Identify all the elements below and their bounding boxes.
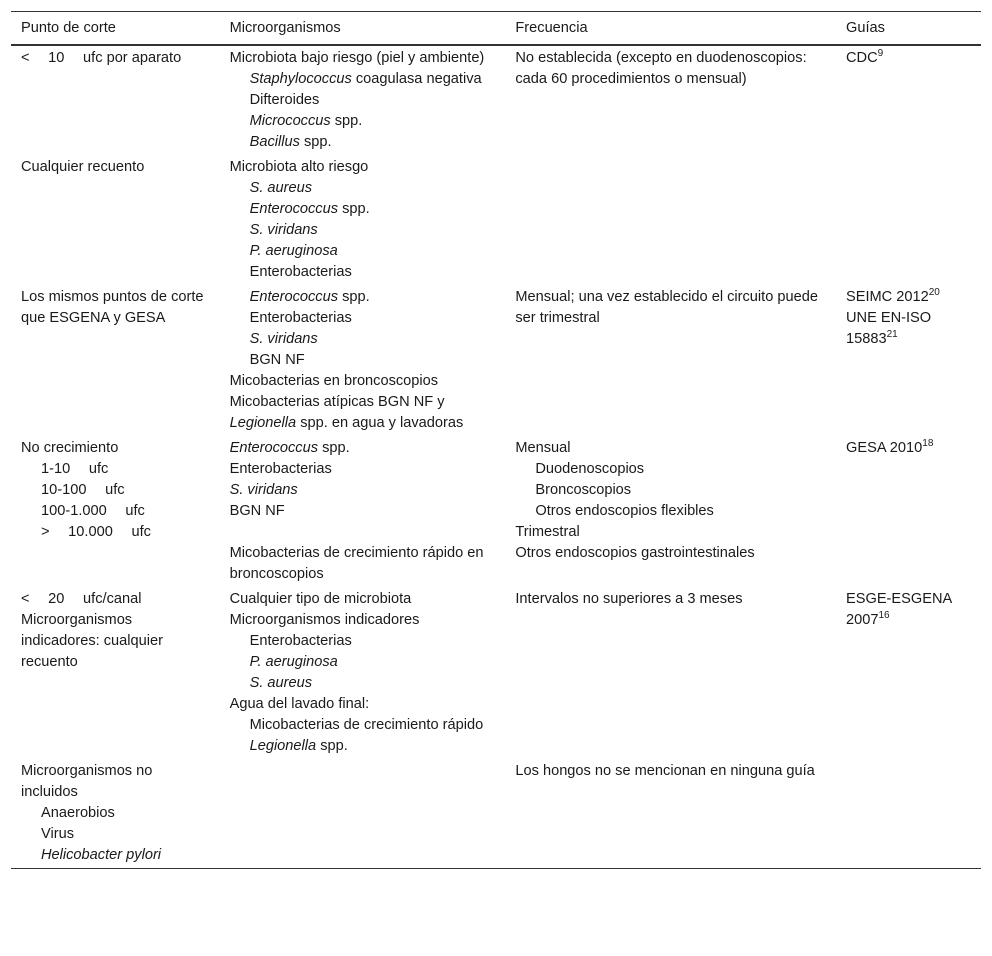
header-microorganismos: Microorganismos — [220, 12, 506, 46]
cell-line — [846, 589, 971, 631]
text-span: spp. — [299, 134, 332, 150]
cell-line: Intervalos no superiores a 3 meses — [515, 591, 743, 607]
punto-de-corte-cell — [11, 587, 220, 759]
italic-taxon: Enterococcus — [229, 440, 319, 456]
cell-line — [230, 673, 496, 694]
punto-de-corte-cell — [11, 285, 220, 436]
italic-taxon: Bacillus — [249, 134, 300, 150]
guias-cell — [836, 285, 981, 436]
text-span: GESA 2010 — [846, 440, 923, 456]
cell-line: Micobacterias atípicas BGN NF y — [229, 394, 445, 410]
punto-de-corte-cell — [11, 45, 220, 155]
reference-superscript: 20 — [928, 287, 940, 299]
text-span: coagulasa negativa — [351, 71, 482, 87]
italic-taxon: S. aureus — [249, 180, 313, 196]
cell-line: Otros endoscopios flexibles — [535, 503, 714, 519]
cell-line: Microorganismos no incluidos — [21, 763, 153, 800]
text-span: spp. en agua y lavadoras — [296, 415, 464, 431]
cell-line: 10-100 ufc — [41, 482, 125, 498]
header-punto-de-corte: Punto de corte — [11, 12, 220, 46]
cell-line: Micobacterias de crecimiento rápido en broncoscopios — [229, 545, 484, 582]
cell-line — [846, 48, 971, 69]
italic-taxon: P. aeruginosa — [249, 654, 338, 670]
cell-line — [230, 438, 496, 459]
cell-line — [230, 736, 496, 757]
cell-line — [21, 845, 210, 866]
italic-taxon: Enterococcus — [249, 289, 339, 305]
table-row — [11, 436, 981, 587]
microorganismos-cell — [220, 285, 506, 436]
text-span: spp. — [330, 113, 363, 129]
cell-line: Duodenoscopios — [535, 461, 645, 477]
header-frecuencia: Frecuencia — [505, 12, 836, 46]
cell-line — [230, 178, 496, 199]
guias-cell — [836, 45, 981, 155]
table-row — [11, 285, 981, 436]
frecuencia-cell — [505, 285, 836, 436]
italic-taxon: S. aureus — [249, 675, 313, 691]
text-span: UNE EN-ISO 15883 — [846, 310, 932, 347]
italic-taxon: P. aeruginosa — [249, 243, 338, 259]
guias-cell — [836, 587, 981, 759]
italic-taxon: Legionella — [249, 738, 317, 754]
italic-taxon: S. viridans — [249, 331, 318, 347]
italic-taxon: Legionella — [229, 415, 297, 431]
microorganismos-cell — [220, 759, 506, 869]
frecuencia-cell — [505, 436, 836, 587]
text-span: spp. — [316, 738, 348, 754]
table-body — [11, 45, 981, 869]
cell-line: Enterobacterias — [249, 264, 352, 280]
cell-line — [230, 199, 496, 220]
table-row — [11, 759, 981, 869]
text-span: SEIMC 2012 — [846, 289, 929, 305]
table-header — [11, 12, 981, 46]
cell-line: Agua del lavado final: — [229, 696, 370, 712]
cell-line: Microbiota bajo riesgo (piel y ambiente) — [229, 50, 485, 66]
table-row — [11, 45, 981, 155]
spacer — [230, 522, 496, 543]
cell-line: Trimestral — [515, 524, 580, 540]
cell-line — [230, 111, 496, 132]
cell-line — [230, 480, 496, 501]
cell-line: BGN NF — [249, 352, 305, 368]
cell-line: < 10 ufc por aparato — [21, 50, 182, 66]
text-span: ESGE-ESGENA 2007 — [846, 591, 952, 628]
text-span: CDC — [846, 50, 878, 66]
guias-cell — [836, 759, 981, 869]
cell-line: Difteroides — [249, 92, 320, 108]
microorganismos-cell — [220, 45, 506, 155]
text-span: spp. — [338, 289, 370, 305]
cell-line: Microorganismos indicadores: cualquier recuento — [21, 612, 163, 670]
cell-line: Micobacterias de crecimiento rápido — [249, 717, 484, 733]
cell-line: > 10.000 ufc — [41, 524, 151, 540]
italic-taxon: Staphylococcus — [249, 71, 352, 87]
cell-line — [846, 287, 971, 308]
cell-line: Los hongos no se mencionan en ninguna guía — [515, 763, 815, 779]
cell-line: Cualquier recuento — [21, 159, 145, 175]
table-row — [11, 587, 981, 759]
reference-superscript: 21 — [886, 329, 898, 341]
cell-line — [230, 220, 496, 241]
italic-taxon: S. viridans — [249, 222, 318, 238]
punto-de-corte-cell — [11, 436, 220, 587]
cell-line: Los mismos puntos de corte que ESGENA y GESA — [21, 289, 204, 326]
cell-line — [230, 413, 496, 434]
cell-line: Mensual — [515, 440, 571, 456]
cell-line: Mensual; una vez establecido el circuito puede ser trimestral — [515, 289, 818, 326]
italic-taxon: Micrococcus — [249, 113, 331, 129]
italic-taxon: Helicobacter pylori — [41, 847, 162, 863]
frecuencia-cell — [505, 759, 836, 869]
reference-superscript: 9 — [877, 48, 884, 60]
text-span: spp. — [338, 201, 370, 217]
cell-line: Otros endoscopios gastrointestinales — [515, 545, 755, 561]
cell-line — [230, 652, 496, 673]
cell-line: < 20 ufc/canal — [21, 591, 142, 607]
cell-line: BGN NF — [229, 503, 285, 519]
cell-line: Virus — [41, 826, 74, 842]
guias-cell — [836, 155, 981, 285]
guias-cell — [836, 436, 981, 587]
cell-line: Microbiota alto riesgo — [229, 159, 369, 175]
text-span: spp. — [318, 440, 350, 456]
cell-line — [846, 438, 971, 459]
frecuencia-cell — [505, 587, 836, 759]
cell-line: 1-10 ufc — [41, 461, 109, 477]
cell-line: No establecida (excepto en duodenoscopios: cada 60 procedimientos o mensual) — [515, 50, 807, 87]
reference-superscript: 16 — [878, 610, 890, 622]
cell-line: Enterobacterias — [249, 310, 352, 326]
cell-line — [846, 308, 971, 350]
cell-line — [230, 329, 496, 350]
table-row — [11, 155, 981, 285]
cell-line: Anaerobios — [41, 805, 115, 821]
frecuencia-cell — [505, 155, 836, 285]
microorganismos-cell — [220, 155, 506, 285]
cell-line — [230, 287, 496, 308]
frecuencia-cell — [505, 45, 836, 155]
microorganismos-cell — [220, 587, 506, 759]
italic-taxon: Enterococcus — [249, 201, 339, 217]
cell-line — [230, 69, 496, 90]
reference-superscript: 18 — [922, 438, 934, 450]
cell-line: Cualquier tipo de microbiota — [229, 591, 412, 607]
microorganismos-cell — [220, 436, 506, 587]
punto-de-corte-cell — [11, 155, 220, 285]
italic-taxon: S. viridans — [229, 482, 298, 498]
cell-line: Enterobacterias — [249, 633, 352, 649]
punto-de-corte-cell — [11, 759, 220, 869]
cell-line: No crecimiento — [21, 440, 119, 456]
cell-line: Broncoscopios — [535, 482, 632, 498]
cell-line — [230, 241, 496, 262]
header-row — [11, 12, 981, 46]
cell-line: 100-1.000 ufc — [41, 503, 145, 519]
cell-line: Microorganismos indicadores — [229, 612, 420, 628]
cell-line: Micobacterias en broncoscopios — [229, 373, 439, 389]
cell-line: Enterobacterias — [229, 461, 332, 477]
cell-line — [230, 132, 496, 153]
microbiology-table — [11, 11, 981, 869]
header-guias: Guías — [836, 12, 981, 46]
